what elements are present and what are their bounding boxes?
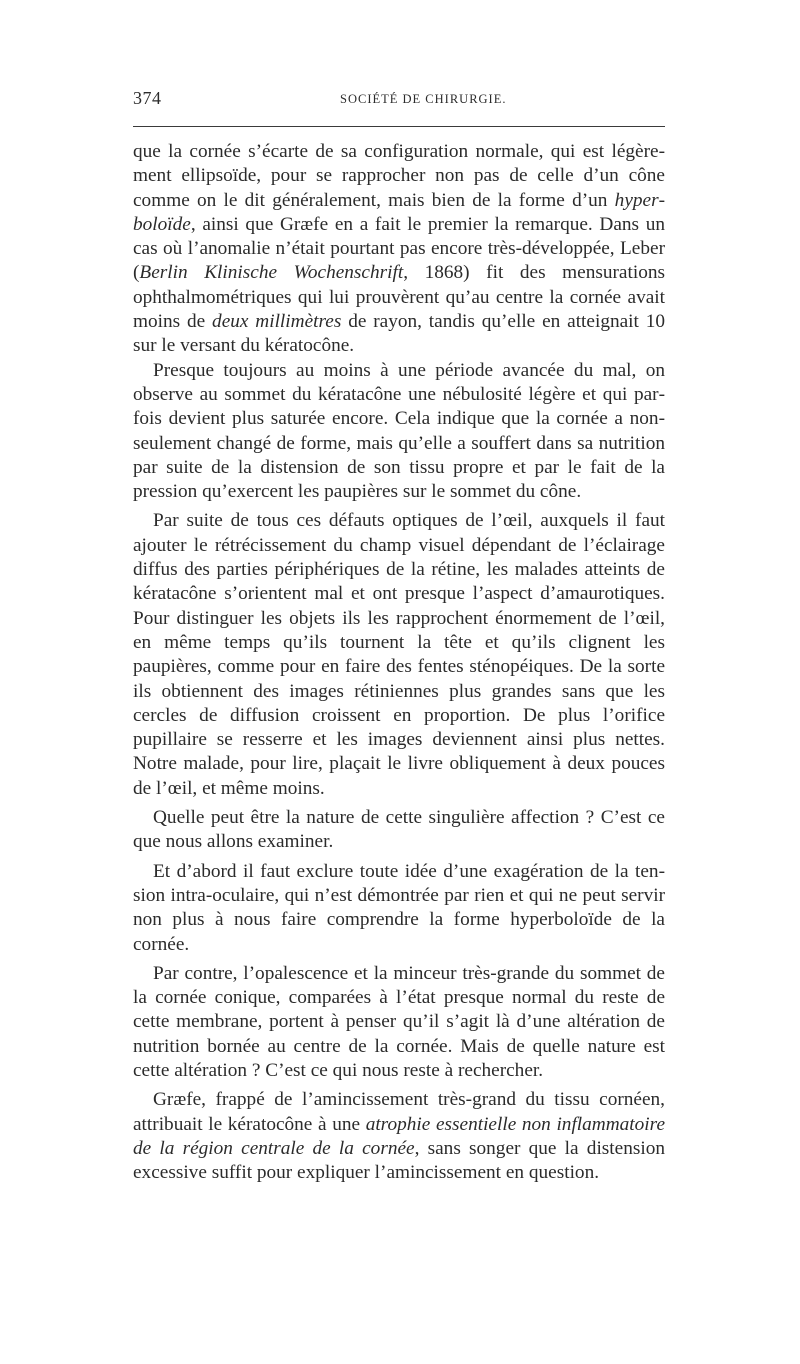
paragraph-3 (133, 509, 665, 801)
paragraph-2 (133, 359, 665, 505)
paragraph-text: , 1868) fit des mensurations ophthalmométriques qui lui prouvèrent qu’au centre la cornée avait moins de (133, 262, 665, 333)
page-number: 374 (133, 88, 162, 108)
paragraph-text: Quelle peut être la nature de cette singulière affection ? C’est ce que nous allons examiner. (133, 807, 665, 853)
paragraph-text: Græfe, frappé de l’amincissement très-grand du tissu cornéen, attribuait le kératocône à une (133, 1089, 665, 1135)
paragraph-text: Par suite de tous ces défauts optiques de l’œil, auxquels il faut ajouter le rétrécissement du champ visuel dépendant de l’éclairage diffus des parties périphériques de la rétine, les malades atteints de kératacône s’orientent mal et ont presque l’aspect d’amaurotiques. Pour distinguer les objets ils les rapprochent énormement de l’œil, en même temps qu’ils tournent la tête et qu’ils clignent les paupières, comme pour en faire des fentes sténopéiques. De la sorte ils obtiennent des images rétiniennes plus grandes sans que les cercles de diffusion croissent en proportion. De plus l’orifice pupillaire se resserre et les images deviennent ainsi plus nettes. Notre malade, pour lire, plaçait le livre obliquement à deux pouces de l’œil, et même moins. (133, 510, 665, 799)
italic-text: Berlin Klinische Wochenschrift (139, 262, 404, 284)
paragraph-6 (133, 962, 665, 1083)
paragraph-text: , sans songer que la distension excessive suffit pour expliquer l’amincissement en question. (133, 1137, 665, 1184)
paragraph-text: de rayon, tandis qu’elle en atteignait 10 sur le versant du kératocône. (133, 311, 665, 357)
header-rule (133, 126, 665, 127)
paragraph-text: , ainsi que Græfe en a fait le premier la remarque. Dans un cas où l’anomalie n’était pourtant pas encore très-développée, Leber ( (133, 213, 665, 284)
page-header (133, 88, 665, 118)
italic-text: hyperboloïde (133, 189, 665, 235)
italic-text: deux millimètres (212, 311, 342, 333)
body-text (133, 140, 665, 1185)
paragraph-5 (133, 860, 665, 957)
running-head: SOCIÉTÉ DE CHIRURGIE. (340, 92, 507, 106)
paragraph-4 (133, 806, 665, 855)
paragraph-text: que la cornée s’écarte de sa configuration normale, qui est légèrement ellipsoïde, pour se rapprocher non pas de celle d’un cône comme on le dit généralement, mais bien de la forme d’un (133, 141, 665, 211)
italic-text: atrophie essentielle non inflammatoire de la région centrale de la cornée (133, 1113, 665, 1159)
paragraph-7 (133, 1088, 665, 1185)
paragraph-text: Presque toujours au moins à une période avancée du mal, on observe au sommet du kératacône une nébulosité légère et qui parfois devient plus saturée encore. Cela indique que la cornée a non-seulement changé de forme, mais qu’elle a souffert dans sa nutrition par suite de la distension de son tissu propre et par le fait de la pression qu’exercent les paupières sur le sommet du cône. (133, 359, 665, 503)
paragraph-text: Par contre, l’opalescence et la minceur très-grande du sommet de la cornée conique, comparées à l’état presque normal du reste de cette membrane, portent à penser qu’il s’agit là d’une altération de nutrition bornée au centre de la cornée. Mais de quelle nature est cette altération ? C’est ce qui nous reste à rechercher. (133, 962, 665, 1081)
paragraph-text: Et d’abord il faut exclure toute idée d’une exagération de la tension intra-oculaire, qui n’est démontrée par rien et qui ne peut servir non plus à nous faire comprendre la forme hyperboloïde de la cornée. (133, 860, 665, 955)
paragraph-1 (133, 140, 665, 359)
